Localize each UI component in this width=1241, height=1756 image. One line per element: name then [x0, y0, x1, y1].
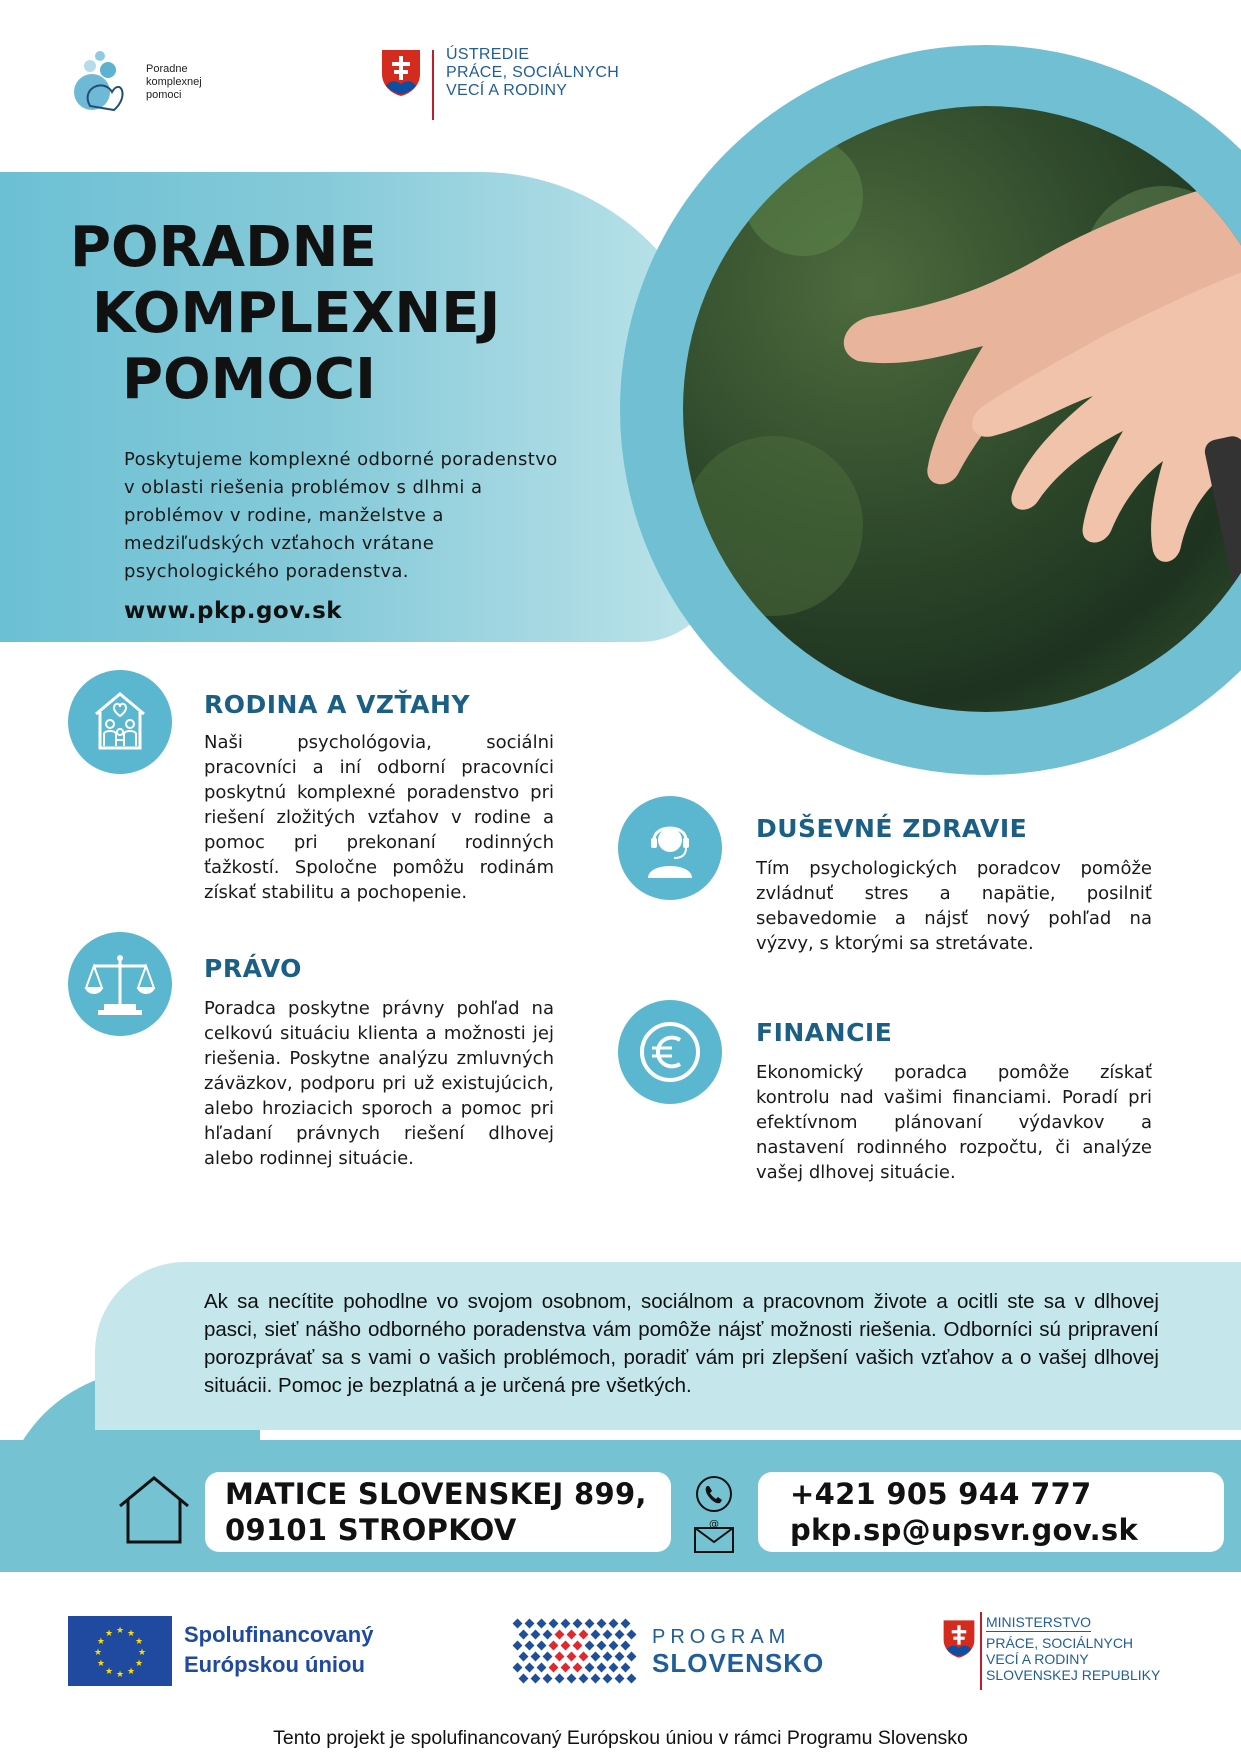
logo-dot: [627, 1652, 637, 1662]
logo-dot: [537, 1641, 547, 1651]
website-link[interactable]: www.pkp.gov.sk: [124, 598, 343, 624]
logo-dot: [585, 1619, 595, 1629]
logo-dot: [519, 1674, 529, 1684]
logo-dot: [555, 1630, 565, 1640]
logo-dot: [543, 1674, 553, 1684]
logo-dot: [603, 1630, 613, 1640]
hero-description: Poskytujeme komplexné odborné poradenstvo v oblasti riešenia problémov s dlhmi a problémov v rodine, manželstve a medziľudských vzťahoch vrátane psychologického poradenstva.: [124, 449, 558, 582]
eu-cofinanced-text: Spolufinancovaný Európskou úniou: [184, 1622, 374, 1677]
info-text: Ak sa necítite pohodlne vo svojom osobnom, sociálnom a pracovnom živote a ocitli ste sa v dlhovej pasci, sieť nášho odborného poradenstva vám pomôže nájsť možnosti riešenia. Odborníci sú pripravení porozprávať sa s vami o vašich problémoch, poradiť vám pri zlepšení vašich vzťahov a o vašej dlhovej situácii. Pomoc je bezplatná a je určená pre všetkých.: [204, 1290, 1159, 1397]
logo-dot: [627, 1630, 637, 1640]
logo-dot: [531, 1652, 541, 1662]
section-text-pravo: Poradca poskytne právny pohľad na celkovú situáciu klienta a možnosti jej riešenia. Poskytne analýzu zmluvných záväzkov, podporu pri už existujúcich, alebo hroziacich sporoch a pomoc pri hľadaní právnych riešení dlhovej alebo rodinnej situácie.: [204, 998, 554, 1169]
logo-dot: [621, 1663, 631, 1673]
eu-flag-icon: [68, 1616, 172, 1686]
eu-star: ★: [126, 1667, 136, 1678]
logo-dot: [609, 1619, 619, 1629]
eu-star: ★: [96, 1659, 105, 1669]
logo-dot: [591, 1652, 601, 1662]
logo-dot: [567, 1652, 577, 1662]
svg-text:@: @: [709, 1520, 719, 1530]
logo-dot: [573, 1663, 583, 1673]
house-icon: [116, 1474, 192, 1550]
program-label: PROGRAM: [652, 1626, 791, 1648]
address-line-1: MATICE SLOVENSKEJ 899,: [225, 1477, 647, 1511]
logo-dot: [597, 1663, 607, 1673]
logo-dot: [621, 1641, 631, 1651]
eu-star: ★: [126, 1628, 136, 1639]
eu-star: ★: [93, 1648, 103, 1658]
ministry-divider: [980, 1612, 982, 1690]
logo-dot: [549, 1663, 559, 1673]
logo-dot: [549, 1641, 559, 1651]
eu-star: ★: [115, 1670, 125, 1680]
scales-icon: [68, 932, 172, 1036]
logo-dot: [513, 1663, 523, 1673]
logo-dot: [567, 1674, 577, 1684]
logo-dot: [627, 1674, 637, 1684]
logo-dot: [591, 1630, 601, 1640]
euro-icon: [618, 1000, 722, 1104]
upsvr-divider: [432, 50, 434, 120]
section-title-financie: FINANCIE: [756, 1018, 893, 1047]
address-box: [205, 1472, 671, 1552]
logo-dot: [561, 1663, 571, 1673]
phone-icon: [692, 1474, 736, 1518]
logo-dot: [513, 1619, 523, 1629]
logo-dot: [591, 1674, 601, 1684]
eu-star: ★: [135, 1659, 144, 1669]
eu-star: ★: [104, 1628, 114, 1639]
logo-dot: [543, 1630, 553, 1640]
eu-star: ★: [135, 1637, 144, 1647]
ministry-coat-of-arms: [942, 1618, 976, 1664]
logo-dot: [555, 1674, 565, 1684]
logo-dot: [531, 1674, 541, 1684]
logo-dot: [609, 1641, 619, 1651]
logo-dot: [555, 1652, 565, 1662]
program-slovensko-logo-icon: [508, 1612, 644, 1692]
eu-star: ★: [115, 1626, 125, 1636]
logo-dot: [615, 1630, 625, 1640]
section-title-pravo: PRÁVO: [204, 954, 302, 983]
section-text-dusevne: Tím psychologických poradcov pomôže zvládnuť stres a napätie, posilniť sebavedomie a nájsť nový pohľad na výzvy, s ktorými sa stretávate.: [756, 858, 1152, 954]
logo-dot: [561, 1619, 571, 1629]
logo-dot: [621, 1619, 631, 1629]
logo-dot: [531, 1630, 541, 1640]
section-text-rodina: Naši psychológovia, sociálni pracovníci a iní odborní pracovníci poskytnú komplexné poradenstvo pri riešení zložitých vzťahov v rodine a pomoc pri prekonaní rodinných ťažkostí. Spoločne pomôžu rodinám získať stabilitu a pochopenie.: [204, 732, 554, 903]
slovak-coat-of-arms: [380, 48, 422, 102]
logo-dot: [603, 1652, 613, 1662]
logo-dot: [597, 1619, 607, 1629]
program-name: SLOVENSKO: [652, 1648, 825, 1678]
phone-number[interactable]: +421 905 944 777: [790, 1477, 1092, 1511]
logo-dot: [519, 1630, 529, 1640]
logo-dot: [525, 1663, 535, 1673]
logo-dot: [525, 1619, 535, 1629]
logo-dot: [579, 1630, 589, 1640]
logo-dot: [585, 1663, 595, 1673]
logo-dot: [615, 1652, 625, 1662]
email-address[interactable]: pkp.sp@upsvr.gov.sk: [790, 1513, 1139, 1547]
upsvr-logo-text: ÚSTREDIE PRÁCE, SOCIÁLNYCH VECÍ A RODINY: [446, 46, 620, 99]
logo-dot: [579, 1674, 589, 1684]
logo-dot: [609, 1663, 619, 1673]
contact-box: [758, 1472, 1224, 1552]
footer-note: Tento projekt je spolufinancovaný Európskou úniou v rámci Programu Slovensko: [273, 1727, 968, 1749]
headset-person-icon: [618, 796, 722, 900]
logo-dot: [561, 1641, 571, 1651]
section-text-financie: Ekonomický poradca pomôže získať kontrolu nad vašimi financiami. Poradí pri efektívnom plánovaní výdavkov a nastavení rodinného rozpočtu, či analýze vašej dlhovej situácie.: [756, 1062, 1152, 1183]
logo-dot: [567, 1630, 577, 1640]
logo-dot: [585, 1641, 595, 1651]
logo-dot: [543, 1652, 553, 1662]
logo-dot: [537, 1663, 547, 1673]
eu-star: ★: [96, 1637, 105, 1647]
logo-dot: [579, 1652, 589, 1662]
pkp-logo-icon: [70, 48, 150, 118]
logo-dot: [549, 1619, 559, 1629]
logo-dot: [537, 1619, 547, 1629]
logo-dot: [573, 1641, 583, 1651]
section-title-rodina: RODINA A VZŤAHY: [204, 690, 471, 719]
eu-star: ★: [137, 1648, 147, 1658]
logo-dot: [597, 1641, 607, 1651]
page-title: PORADNE KOMPLEXNEJ POMOCI: [70, 215, 501, 412]
section-title-dusevne: DUŠEVNÉ ZDRAVIE: [756, 814, 1028, 843]
logo-dot: [513, 1641, 523, 1651]
email-icon: [692, 1520, 736, 1560]
pkp-logo-text: Poradne komplexnej pomoci: [146, 63, 202, 101]
logo-dot: [525, 1641, 535, 1651]
logo-dot: [519, 1652, 529, 1662]
eu-star: ★: [104, 1667, 114, 1678]
family-house-icon: [68, 670, 172, 774]
address-line-2: 09101 STROPKOV: [225, 1513, 517, 1547]
ministry-logo-text: MINISTERSTVO PRÁCE, SOCIÁLNYCH VECÍ A RODINY SLOVENSKEJ REPUBLIKY: [986, 1614, 1161, 1683]
logo-dot: [603, 1674, 613, 1684]
logo-dot: [615, 1674, 625, 1684]
logo-dot: [573, 1619, 583, 1629]
